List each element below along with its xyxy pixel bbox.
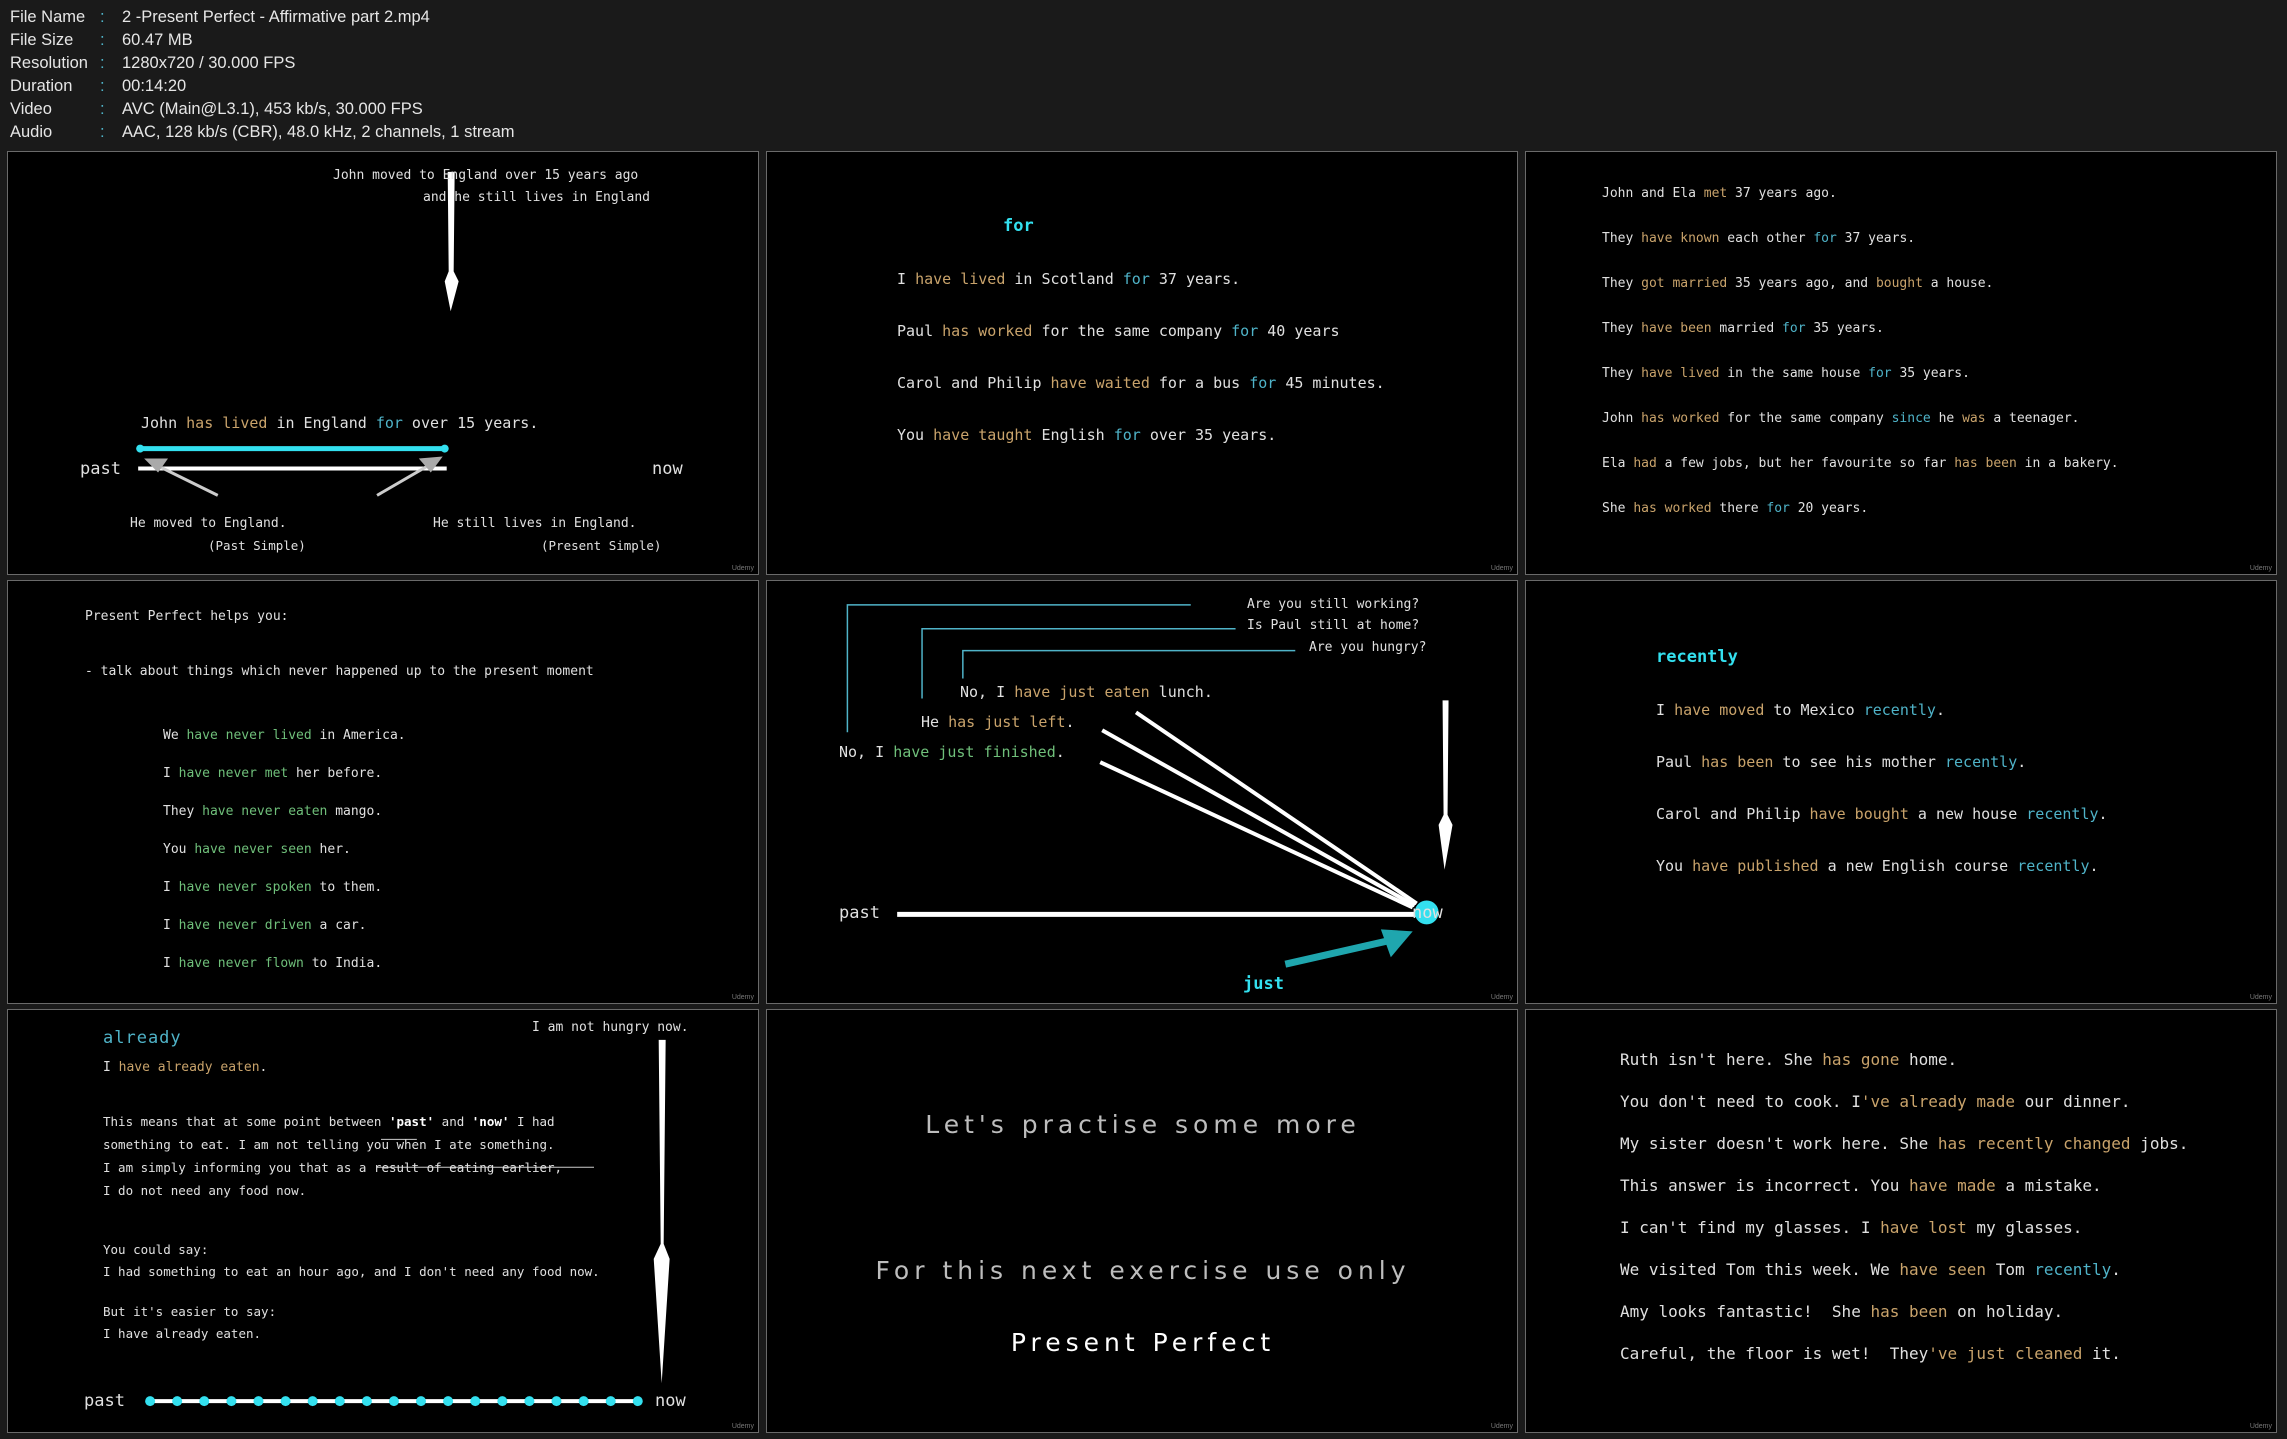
moment-dot <box>389 1396 399 1406</box>
explanation-line-1: This means that at some point between 'past' and 'now' I had <box>103 1114 555 1129</box>
now-label: now <box>1412 903 1443 923</box>
info-row <box>10 75 515 98</box>
thumbnail-4[interactable] <box>7 580 759 1004</box>
section-title: Present Perfect helps you: <box>85 609 289 624</box>
for-example-1: I have lived in Scotland for 37 years. <box>897 270 1241 288</box>
watermark: Udemy <box>2249 565 2272 572</box>
moment-dot <box>335 1396 345 1406</box>
story-line-4: They have been married for 35 years. <box>1602 321 1884 336</box>
answer-1: No, I have just eaten lunch. <box>960 683 1213 701</box>
already-heading: already <box>103 1028 182 1048</box>
watermark: Udemy <box>2249 994 2272 1001</box>
info-value: 00:14:20 <box>122 77 187 95</box>
now-label: now <box>652 459 683 479</box>
story-line-8: She has worked there for 20 years. <box>1602 501 1869 516</box>
exercise-line-3: My sister doesn't work here. She has recently changed jobs. <box>1620 1134 2189 1153</box>
info-key: Video <box>10 100 52 118</box>
already-example: I have already eaten. <box>103 1060 268 1075</box>
info-sep: : <box>100 31 105 49</box>
thumbnail-1[interactable] <box>7 151 759 575</box>
moment-dot <box>199 1396 209 1406</box>
thumbnail-6[interactable] <box>1525 580 2277 1004</box>
exercise-line-5: I can't find my glasses. I have lost my glasses. <box>1620 1218 2083 1237</box>
info-sep: : <box>100 54 105 72</box>
moment-dot <box>497 1396 507 1406</box>
timeline-diagram <box>8 152 758 574</box>
file-info <box>10 6 515 144</box>
story-line-5: They have lived in the same house for 35 years. <box>1602 366 1970 381</box>
start-dot <box>136 445 144 453</box>
recently-example-3: Carol and Philip have bought a new house recently. <box>1656 805 2108 823</box>
tense-name: Present Perfect <box>1010 1328 1276 1357</box>
exercise-line-6: We visited Tom this week. We have seen Tom recently. <box>1620 1260 2121 1279</box>
thumbnail-3[interactable] <box>1525 151 2277 575</box>
thumbnail-8[interactable] <box>766 1009 1518 1433</box>
info-row <box>10 29 515 52</box>
end-dot <box>441 445 449 453</box>
moved-label: He moved to England. <box>130 516 287 531</box>
recently-example-4: You have published a new English course recently. <box>1656 857 2099 875</box>
question-1: Are you still working? <box>1247 597 1420 612</box>
for-example-4: You have taught English for over 35 years. <box>897 426 1277 444</box>
now-arrow <box>654 1040 670 1383</box>
just-pointer <box>1285 939 1394 964</box>
thumbnail-2[interactable] <box>766 151 1518 575</box>
watermark: Udemy <box>1490 1423 1513 1430</box>
story-line-2: They have known each other for 37 years. <box>1602 231 1916 246</box>
moment-dot <box>254 1396 264 1406</box>
example-sentence: John has lived in England for over 15 years. <box>141 414 539 432</box>
info-sep: : <box>100 8 105 26</box>
info-key: Audio <box>10 123 53 141</box>
moment-dot <box>606 1396 616 1406</box>
moment-dot <box>470 1396 480 1406</box>
thumbnail-9[interactable] <box>1525 1009 2277 1433</box>
thumbnail-7[interactable] <box>7 1009 759 1433</box>
watermark: Udemy <box>2249 1423 2272 1430</box>
question-2: Is Paul still at home? <box>1247 618 1420 633</box>
past-label: past <box>839 903 880 923</box>
instruction-line: For this next exercise use only <box>875 1256 1411 1285</box>
recently-heading: recently <box>1656 647 1738 667</box>
answer-3: No, I have just finished. <box>839 743 1065 761</box>
never-example-1: We have never lived in America. <box>163 728 406 743</box>
moment-dot <box>145 1396 155 1406</box>
answer-2: He has just left. <box>921 713 1075 731</box>
moment-dot <box>443 1396 453 1406</box>
for-heading: for <box>1003 216 1034 236</box>
caption-1: John moved to England over 15 years ago <box>333 168 639 183</box>
info-value: 1280x720 / 30.000 FPS <box>122 54 296 72</box>
moment-dot <box>172 1396 182 1406</box>
moment-dot <box>416 1396 426 1406</box>
moment-dot <box>362 1396 372 1406</box>
info-key: File Size <box>10 31 74 49</box>
info-value: AAC, 128 kb/s (CBR), 48.0 kHz, 2 channels, 1 stream <box>122 123 515 141</box>
info-sep: : <box>100 123 105 141</box>
info-sep: : <box>100 100 105 118</box>
story-line-3: They got married 35 years ago, and bought a house. <box>1602 276 1994 291</box>
explanation-line-7: But it's easier to say: <box>103 1304 277 1319</box>
now-arrow <box>1439 700 1453 869</box>
info-value: 2 -Present Perfect - Affirmative part 2.mp4 <box>122 8 430 26</box>
caption-2: and he still lives in England <box>423 190 650 205</box>
never-example-4: You have never seen her. <box>163 842 351 857</box>
thumbnail-5[interactable] <box>766 580 1518 1004</box>
info-row <box>10 98 515 121</box>
lives-tense: (Present Simple) <box>541 538 662 553</box>
moment-dot <box>308 1396 318 1406</box>
info-value: 60.47 MB <box>122 31 193 49</box>
watermark: Udemy <box>731 1423 754 1430</box>
for-example-3: Carol and Philip have waited for a bus for 45 minutes. <box>897 374 1385 392</box>
exercise-line-1: Ruth isn't here. She has gone home. <box>1620 1050 1958 1069</box>
never-example-7: I have never flown to India. <box>163 956 383 971</box>
pointer-1 <box>1136 712 1417 903</box>
info-key: Resolution <box>10 54 88 72</box>
explanation-line-4: I do not need any food now. <box>103 1183 307 1198</box>
info-row <box>10 52 515 75</box>
moment-dot <box>633 1396 643 1406</box>
recently-example-2: Paul has been to see his mother recently. <box>1656 753 2027 771</box>
just-label: just <box>1243 974 1284 994</box>
moment-dot <box>281 1396 291 1406</box>
past-label: past <box>80 459 121 479</box>
watermark: Udemy <box>731 994 754 1001</box>
never-example-2: I have never met her before. <box>163 766 383 781</box>
story-line-7: Ela had a few jobs, but her favourite so far has been in a bakery. <box>1602 456 2119 471</box>
info-key: Duration <box>10 77 73 95</box>
moved-tense: (Past Simple) <box>208 538 306 553</box>
moment-dot <box>226 1396 236 1406</box>
explanation-line-3: I am simply informing you that as a result of eating earlier, <box>103 1160 563 1175</box>
info-value: AVC (Main@L3.1), 453 kb/s, 30.000 FPS <box>122 100 423 118</box>
moment-dot <box>524 1396 534 1406</box>
practise-title: Let's practise some more <box>925 1110 1361 1139</box>
story-line-1: John and Ela met 37 years ago. <box>1602 186 1837 201</box>
for-example-2: Paul has worked for the same company for 40 years <box>897 322 1340 340</box>
hungry-caption: I am not hungry now. <box>532 1020 689 1035</box>
never-example-6: I have never driven a car. <box>163 918 367 933</box>
past-label: past <box>84 1391 125 1411</box>
info-row <box>10 121 515 144</box>
pointer-3 <box>1100 762 1413 907</box>
info-key: File Name <box>10 8 86 26</box>
never-example-5: I have never spoken to them. <box>163 880 383 895</box>
recently-example-1: I have moved to Mexico recently. <box>1656 701 1945 719</box>
exercise-line-4: This answer is incorrect. You have made a mistake. <box>1620 1176 2102 1195</box>
usage-point: - talk about things which never happened up to the present moment <box>85 664 594 679</box>
moment-dot <box>579 1396 589 1406</box>
info-row <box>10 6 515 29</box>
exercise-line-7: Amy looks fantastic! She has been on holiday. <box>1620 1302 2064 1321</box>
never-example-3: They have never eaten mango. <box>163 804 383 819</box>
story-line-6: John has worked for the same company since he was a teenager. <box>1602 411 2080 426</box>
bracket-3 <box>963 651 1295 679</box>
explanation-line-5: You could say: <box>103 1242 209 1257</box>
question-3: Are you hungry? <box>1309 640 1427 655</box>
info-sep: : <box>100 77 105 95</box>
lives-label: He still lives in England. <box>433 516 637 531</box>
explanation-line-6: I had something to eat an hour ago, and I don't need any food now. <box>103 1264 600 1279</box>
watermark: Udemy <box>731 565 754 572</box>
exercise-line-8: Careful, the floor is wet! They've just cleaned it. <box>1620 1344 2121 1363</box>
moment-dot <box>552 1396 562 1406</box>
pointer-2 <box>1102 730 1415 905</box>
exercise-line-2: You don't need to cook. I've already made our dinner. <box>1620 1092 2131 1111</box>
explanation-line-8: I have already eaten. <box>103 1326 262 1341</box>
explanation-line-2: something to eat. I am not telling you when I ate something. <box>103 1137 555 1152</box>
watermark: Udemy <box>1490 565 1513 572</box>
now-label: now <box>655 1391 686 1411</box>
watermark: Udemy <box>1490 994 1513 1001</box>
